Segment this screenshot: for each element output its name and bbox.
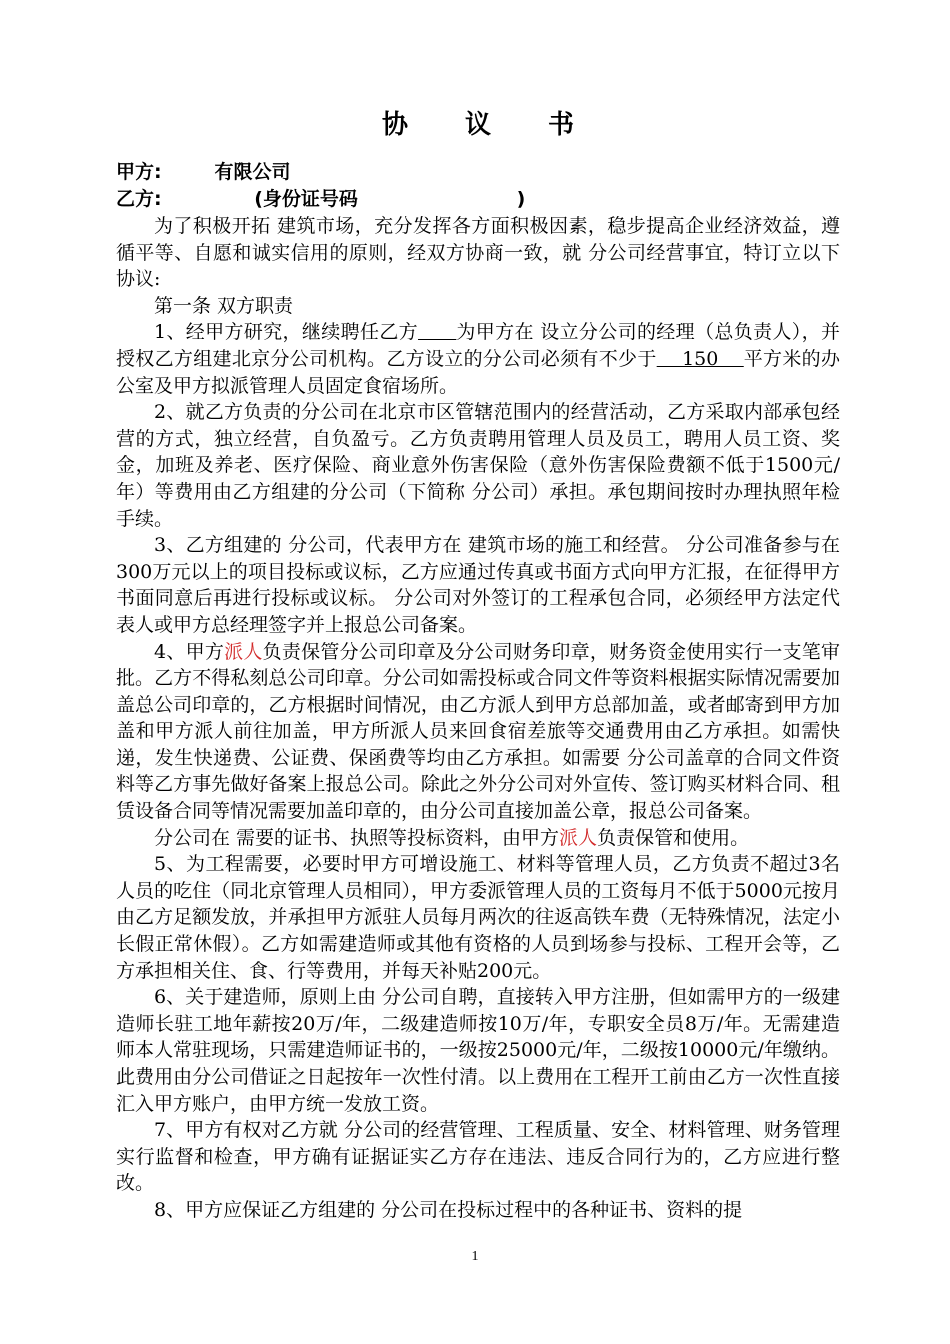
clause-4-text-a: 4、甲方	[154, 640, 225, 663]
agreement-body	[116, 213, 840, 1224]
highlighted-word: 派人	[224, 640, 263, 663]
clause-6: 6、关于建造师，原则上由 分公司自聘，直接转入甲方注册，但如需甲方的一级建造师长驻工地年薪按20万/年，二级建造师按10万/年，专职安全员8万/年。无需建造师本人常驻现场，只需建造师证书的，一级按25000元/年，二级按10000元/年缴纳。此费用由分公司借证之日起按年一次性付清。以上费用在工程开工前由乙方一次性直接汇入甲方账户，由甲方统一发放工资。	[116, 986, 840, 1115]
clause-4b-text-a: 分公司在 需要的证书、执照等投标资料，由甲方	[154, 826, 560, 849]
clause-5: 5、为工程需要，必要时甲方可增设施工、材料等管理人员，乙方负责不超过3名人员的吃住（同北京管理人员相同），甲方委派管理人员的工资每月不低于5000元按月由乙方足额发放，并承担甲方派驻人员每月两次的往返高铁车费（无特殊情况，法定小长假正常休假）。乙方如需建造师或其他有资格的人员到场参与投标、工程开会等，乙方承担相关住、食、行等费用，并每天补贴200元。	[116, 853, 840, 982]
clause-7: 7、甲方有权对乙方就 分公司的经营管理、工程质量、安全、材料管理、财务管理实行监督和检查，甲方确有证据证实乙方存在违法、违反合同行为的，乙方应进行整改。	[116, 1119, 840, 1195]
clause-4-text-b: 负责保管分公司印章及分公司财务印章，财务资金使用实行一支笔审批。乙方不得私刻总公司印章。分公司如需投标或合同文件等资料根据实际情况需要加盖总公司印章的，乙方根据时间情况，由乙方派人到甲方总部加盖，或者邮寄到甲方加盖和甲方派人前往加盖，甲方所派人员来回食宿差旅等交通费用由乙方承担。如需快递，发生快递费、公证费、保函费等均由乙方承担。如需要 分公司盖章的合同文件资料等乙方事先做好备案上报总公司。除此之外分公司对外宣传、签订购买材料合同、租赁设备合同等情况需要加盖印章的，由分公司直接加盖公章，报总公司备案。	[116, 640, 840, 823]
clause-4	[116, 639, 840, 825]
clause-1-text-a: 1、经甲方研究，继续聘任乙方	[154, 321, 419, 344]
area-value: 150	[656, 347, 744, 370]
clause-1-text-b: 为甲方在 设立分公司的经理（总负责人），并授权乙方组建北京分公司机构。乙方设立的分公司必须有不少于	[116, 321, 840, 370]
clause-3: 3、乙方组建的 分公司，代表甲方在 建筑市场的施工和经营。 分公司准备参与在300万元以上的项目投标或议标，乙方应通过传真或书面方式向甲方汇报，在征得甲方书面同意后再进行投标或议标。 分公司对外签订的工程承包合同，必须经甲方法定代表人或甲方总经理签字并上报总公司备案。	[116, 534, 840, 636]
clause-4-supplement	[116, 825, 840, 852]
party-a-line: 甲方: 有限公司	[116, 161, 291, 183]
name-blank	[418, 321, 456, 343]
clause-1	[116, 319, 840, 399]
clause-4b-text-b: 负责保管和使用。	[597, 826, 750, 849]
clause-8: 8、甲方应保证乙方组建的 分公司在投标过程中的各种证书、资料的提	[154, 1198, 743, 1221]
intro-paragraph: 为了积极开拓 建筑市场，充分发挥各方面积极因素，稳步提高企业经济效益，遵循平等、自愿和诚实信用的原则，经双方协商一致，就 分公司经营事宜，特订立以下协议:	[116, 215, 840, 291]
page-number: 1	[471, 1249, 479, 1264]
party-b-line: 乙方: (身份证号码 )	[116, 188, 526, 210]
clause-2: 2、就乙方负责的分公司在北京市区管辖范围内的经营活动，乙方采取内部承包经营的方式，独立经营，自负盈亏。乙方负责聘用管理人员及员工，聘用人员工资、奖金，加班及养老、医疗保险、商业意外伤害保险（意外伤害保险费额不低于1500元/年）等费用由乙方组建的分公司（下简称 分公司）承担。承包期间按时办理执照年检手续。	[116, 401, 840, 530]
document-title: 协 议 书	[381, 110, 599, 140]
article-1-heading: 第一条 双方职责	[154, 294, 294, 317]
highlighted-word: 派人	[559, 826, 598, 849]
clause-1-text-c: 平方米的办公室及甲方拟派管理人员固定食宿场所。	[116, 347, 840, 397]
